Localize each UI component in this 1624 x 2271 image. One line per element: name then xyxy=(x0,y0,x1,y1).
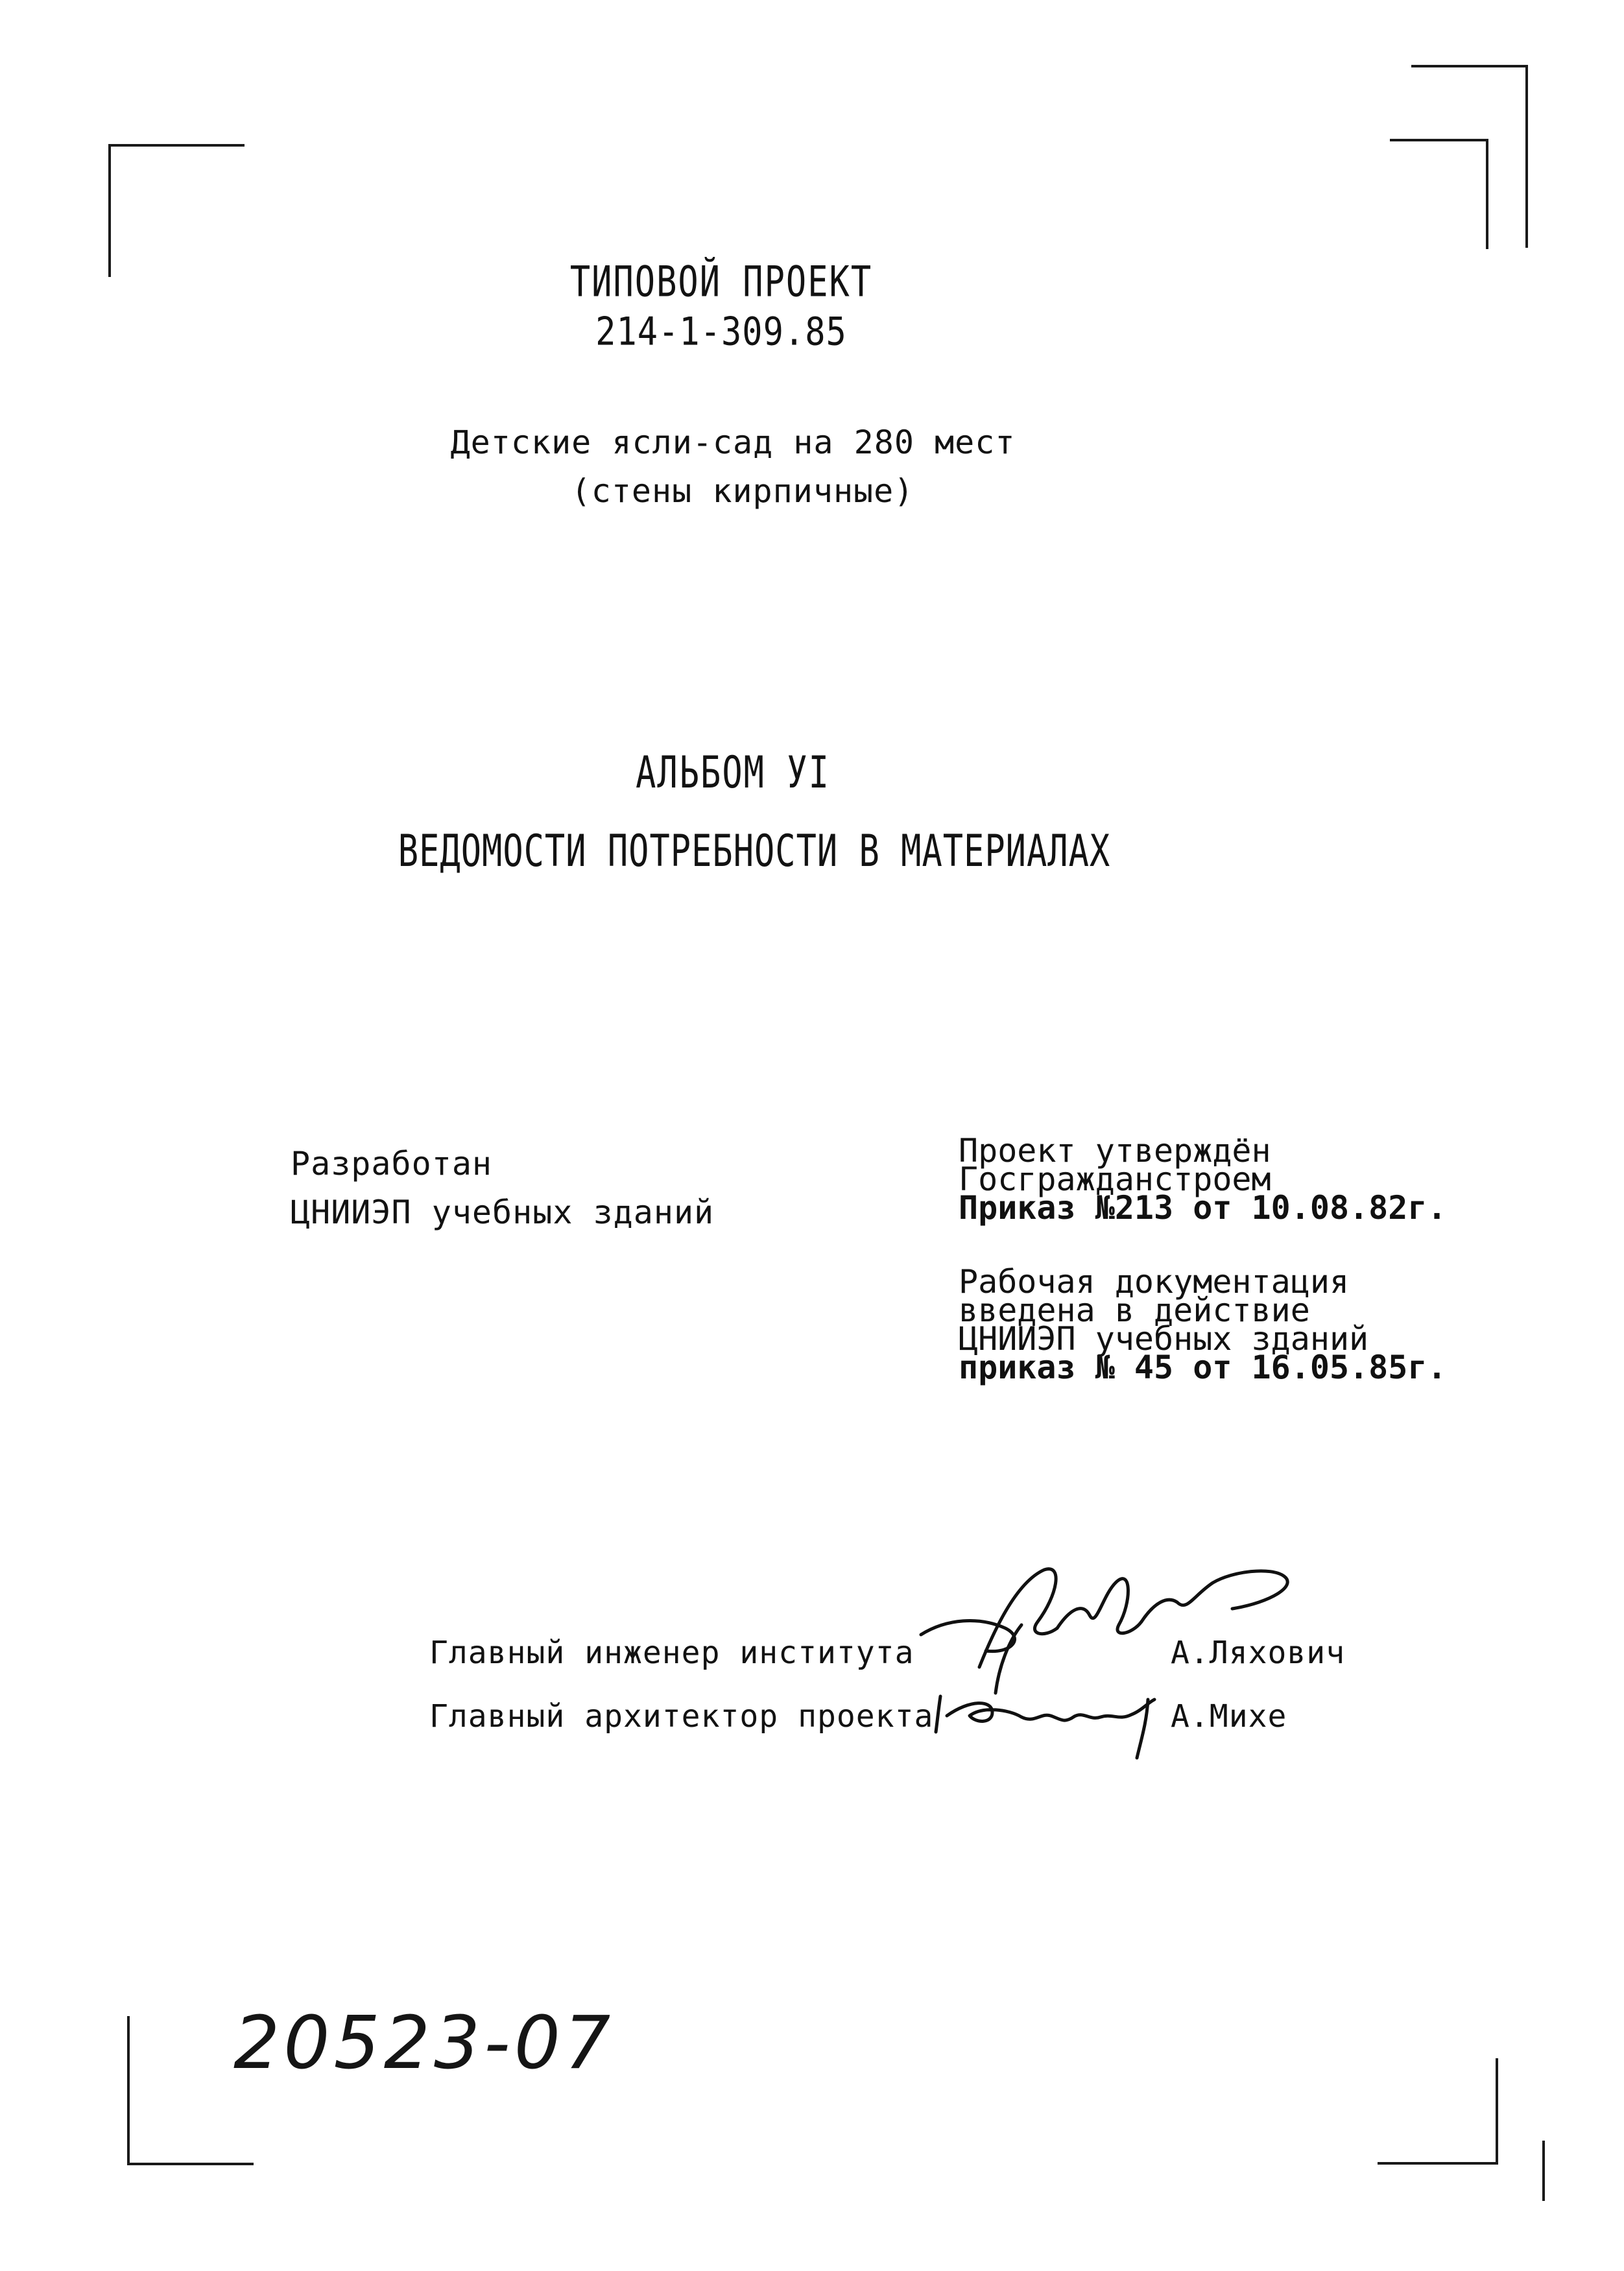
approval-line-3: Приказ №213 от 10.08.82г. xyxy=(959,1189,1447,1227)
enactment-line-2: введена в действие xyxy=(959,1292,1310,1329)
chief-architect-name: А.Михе xyxy=(1171,1698,1287,1735)
approval-line-1: Проект утверждён xyxy=(959,1132,1271,1170)
album-content: ВЕДОМОСТИ ПОТРЕБНОСТИ В МАТЕРИАЛАХ xyxy=(398,826,1111,877)
enactment-line-1: Рабочая документация xyxy=(959,1263,1350,1301)
project-number: 214-1-309.85 xyxy=(595,309,847,355)
chief-engineer-role: Главный инженер института xyxy=(429,1635,914,1671)
developer-organization: ЦНИИЭП учебных зданий xyxy=(291,1194,715,1231)
corner-mark-bottom-right-v xyxy=(1496,2058,1498,2165)
corner-mark-top-right-outer-h xyxy=(1411,65,1528,67)
corner-mark-top-right-inner-h xyxy=(1390,139,1488,141)
corner-mark-bottom-left-h xyxy=(127,2163,254,2165)
edge-mark-bottom-right xyxy=(1542,2141,1545,2201)
object-title: Детские ясли-сад на 280 мест xyxy=(450,424,1016,461)
album-label: АЛЬБОМ УI xyxy=(636,748,830,799)
project-type-heading: ТИПОВОЙ ПРОЕКТ xyxy=(569,258,873,307)
inventory-number: 20523-07 xyxy=(233,2001,615,2085)
approval-line-2: Госгражданстроем xyxy=(959,1160,1271,1198)
corner-mark-bottom-left-v xyxy=(127,2016,130,2165)
corner-mark-bottom-right-h xyxy=(1378,2162,1498,2165)
approval-block xyxy=(959,1132,1447,1386)
enactment-line-4: приказ № 45 от 16.05.85г. xyxy=(959,1349,1447,1386)
corner-mark-top-left-v xyxy=(108,144,111,277)
corner-mark-top-right-inner-v xyxy=(1486,139,1488,249)
enactment-line-3: ЦНИИЭП учебных зданий xyxy=(959,1320,1369,1358)
corner-mark-top-left-h xyxy=(108,144,245,147)
corner-mark-top-right-outer-v xyxy=(1525,65,1528,248)
chief-engineer-name: А.Ляхович xyxy=(1171,1635,1346,1671)
signature-chief-architect xyxy=(931,1677,1164,1761)
object-subtitle: (стены кирпичные) xyxy=(571,472,914,510)
chief-architect-role: Главный архитектор проекта xyxy=(429,1698,934,1735)
developer-label: Разработан xyxy=(291,1145,493,1183)
